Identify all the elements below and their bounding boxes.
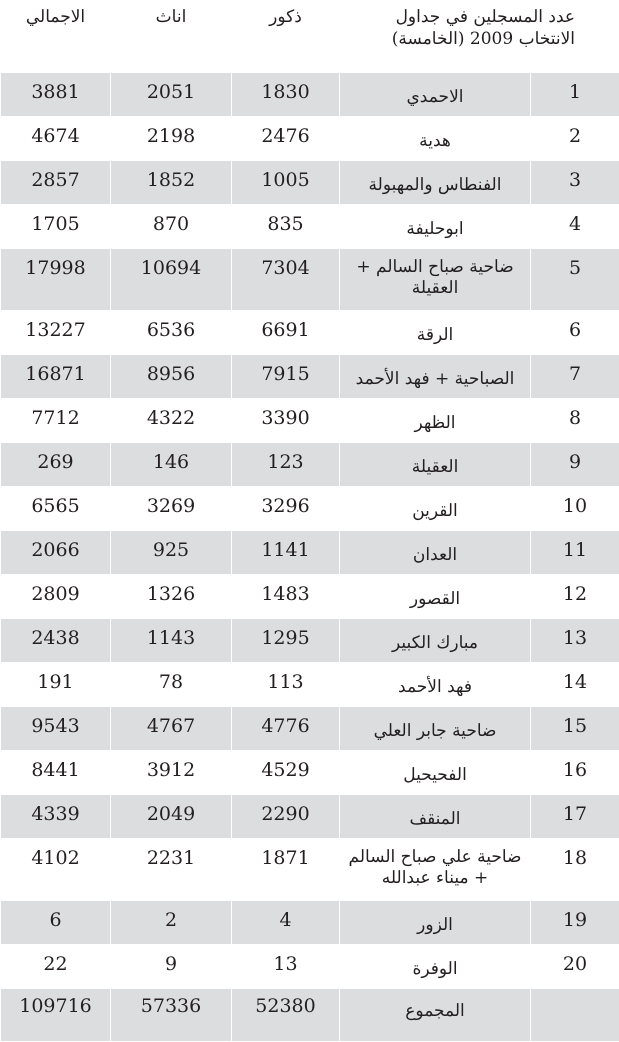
row-females: 1326 [111,575,232,619]
row-index: 11 [531,531,619,575]
row-males: 7915 [232,355,340,399]
row-area-name: ضاحية جابر العلي [340,707,531,751]
row-total: 16871 [1,355,111,399]
table-row [1,443,619,487]
row-index: 9 [531,443,619,487]
row-females: 4767 [111,707,232,751]
table-row [1,355,619,399]
row-females: 2 [111,901,232,945]
table-row [1,249,619,311]
row-total: 3881 [1,73,111,117]
row-total: 4674 [1,117,111,161]
totals-males: 52380 [232,989,340,1042]
row-females: 1143 [111,619,232,663]
table-row [1,619,619,663]
table-row [1,399,619,443]
table-row [1,663,619,707]
row-index: 2 [531,117,619,161]
row-total: 2809 [1,575,111,619]
row-males: 113 [232,663,340,707]
row-males: 4776 [232,707,340,751]
row-area-name: هدية [340,117,531,161]
row-area-name: ضاحية علي صباح السالم + ميناء عبدالله [340,839,531,901]
row-total: 4102 [1,839,111,901]
table-row [1,117,619,161]
table-row [1,205,619,249]
row-area-name: الاحمدي [340,73,531,117]
totals-females: 57336 [111,989,232,1042]
row-males: 13 [232,945,340,989]
row-females: 6536 [111,311,232,355]
table-title: عدد المسجلين في جداول الانتخاب 2009 (الخامسة) [340,1,619,73]
row-area-name: ابوحليفة [340,205,531,249]
row-area-name: الصباحية + فهد الأحمد [340,355,531,399]
header-females: اناث [111,1,232,73]
header-total: الاجمالي [1,1,111,73]
row-total: 8441 [1,751,111,795]
row-area-name: مبارك الكبير [340,619,531,663]
row-males: 123 [232,443,340,487]
table-row [1,311,619,355]
row-females: 870 [111,205,232,249]
row-area-name: الفحيحيل [340,751,531,795]
table-row [1,73,619,117]
row-area-name: ضاحية صباح السالم + العقيلة [340,249,531,311]
row-area-name: الوفرة [340,945,531,989]
totals-label: المجموع [340,989,531,1042]
row-males: 4 [232,901,340,945]
row-males: 1295 [232,619,340,663]
row-total: 9543 [1,707,111,751]
table-row [1,487,619,531]
row-index: 20 [531,945,619,989]
header-males: ذكور [232,1,340,73]
row-area-name: الرقة [340,311,531,355]
row-females: 925 [111,531,232,575]
row-females: 2049 [111,795,232,839]
row-area-name: المنقف [340,795,531,839]
row-index: 17 [531,795,619,839]
row-total: 17998 [1,249,111,311]
row-index: 5 [531,249,619,311]
table-row [1,531,619,575]
row-females: 2231 [111,839,232,901]
table-row [1,839,619,901]
row-males: 2290 [232,795,340,839]
row-total: 191 [1,663,111,707]
row-area-name: فهد الأحمد [340,663,531,707]
row-males: 835 [232,205,340,249]
row-index: 13 [531,619,619,663]
row-area-name: الظهر [340,399,531,443]
row-area-name: العقيلة [340,443,531,487]
row-females: 8956 [111,355,232,399]
row-total: 13227 [1,311,111,355]
row-females: 9 [111,945,232,989]
row-females: 3269 [111,487,232,531]
row-males: 1871 [232,839,340,901]
table-row [1,945,619,989]
row-total: 2857 [1,161,111,205]
row-males: 4529 [232,751,340,795]
row-females: 2198 [111,117,232,161]
row-females: 2051 [111,73,232,117]
row-males: 2476 [232,117,340,161]
row-total: 6565 [1,487,111,531]
totals-idx [531,989,619,1042]
row-males: 1483 [232,575,340,619]
header-row [1,1,619,73]
row-total: 269 [1,443,111,487]
row-total: 6 [1,901,111,945]
row-index: 10 [531,487,619,531]
table-row [1,707,619,751]
row-females: 1852 [111,161,232,205]
row-males: 6691 [232,311,340,355]
row-area-name: الفنطاس والمهبولة [340,161,531,205]
table-row [1,161,619,205]
row-females: 3912 [111,751,232,795]
row-index: 14 [531,663,619,707]
row-total: 7712 [1,399,111,443]
row-index: 4 [531,205,619,249]
row-index: 19 [531,901,619,945]
row-males: 3296 [232,487,340,531]
table-row [1,751,619,795]
row-index: 1 [531,73,619,117]
table-row [1,575,619,619]
row-area-name: القرين [340,487,531,531]
row-index: 8 [531,399,619,443]
row-index: 3 [531,161,619,205]
row-males: 7304 [232,249,340,311]
row-total: 4339 [1,795,111,839]
row-index: 16 [531,751,619,795]
row-total: 1705 [1,205,111,249]
row-males: 3390 [232,399,340,443]
row-index: 7 [531,355,619,399]
row-females: 4322 [111,399,232,443]
row-index: 12 [531,575,619,619]
totals-total: 109716 [1,989,111,1042]
row-total: 22 [1,945,111,989]
row-area-name: القصور [340,575,531,619]
row-index: 6 [531,311,619,355]
row-total: 2066 [1,531,111,575]
row-index: 15 [531,707,619,751]
row-index: 18 [531,839,619,901]
row-females: 78 [111,663,232,707]
table-row [1,795,619,839]
row-males: 1830 [232,73,340,117]
row-females: 10694 [111,249,232,311]
row-females: 146 [111,443,232,487]
row-total: 2438 [1,619,111,663]
row-males: 1141 [232,531,340,575]
row-area-name: العدان [340,531,531,575]
row-area-name: الزور [340,901,531,945]
row-males: 1005 [232,161,340,205]
table-row [1,901,619,945]
totals-row [1,989,619,1042]
